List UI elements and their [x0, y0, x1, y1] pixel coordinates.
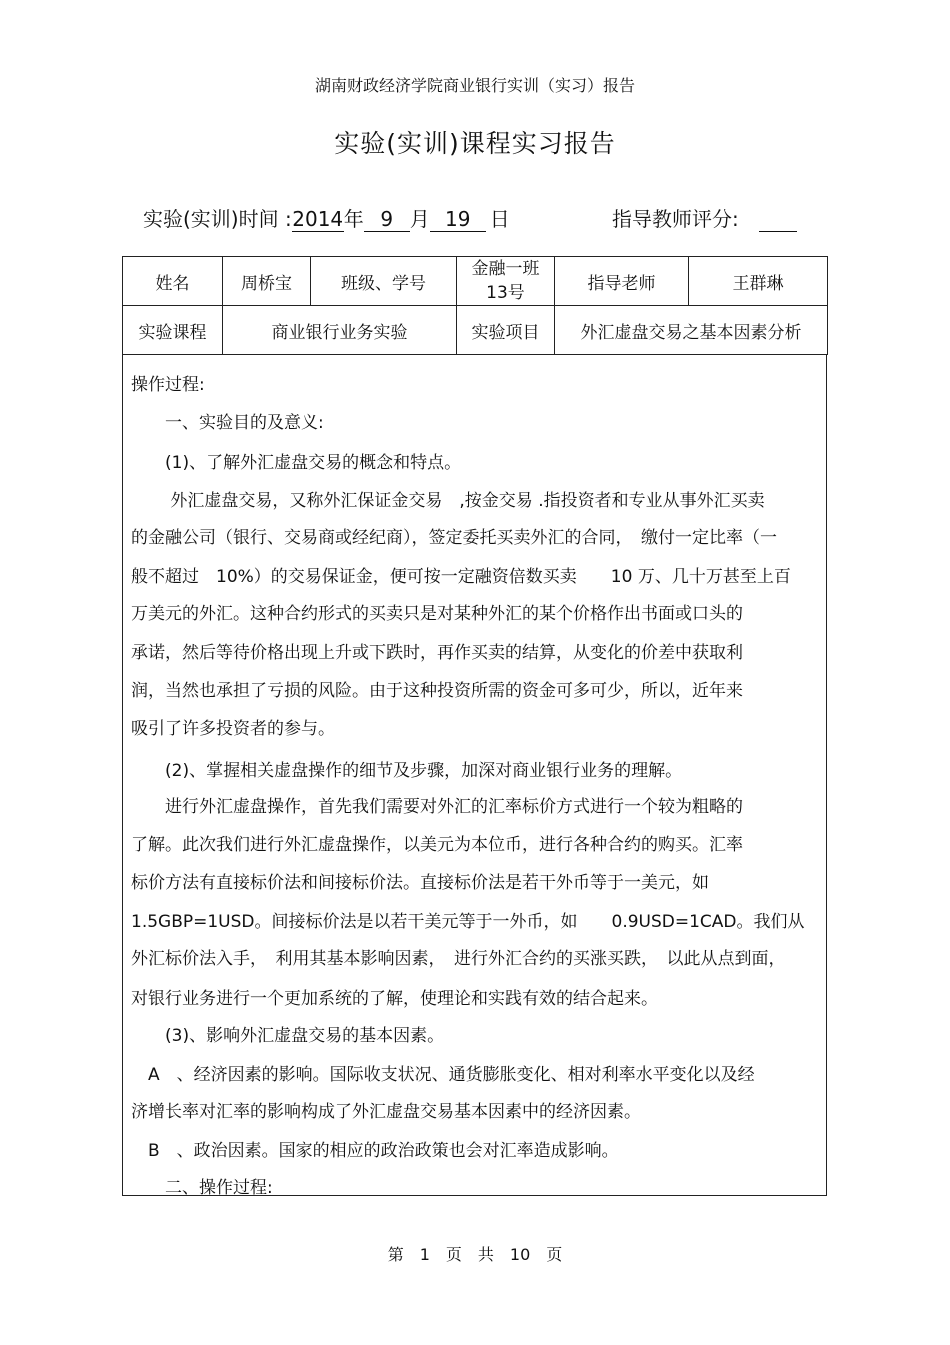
date-month-unit: 月	[409, 207, 430, 231]
body-line: 一、实验目的及意义:	[131, 413, 324, 433]
class-line-2: 13号	[486, 283, 525, 303]
teacher-label: 指导老师	[555, 257, 689, 306]
date-year: 2014	[292, 207, 344, 231]
body-line: 承诺，然后等待价格出现上升或下跌时，再作买卖的结算，从变化的价差中获取利	[131, 643, 743, 663]
info-row-2	[123, 306, 828, 355]
date-year-unit: 年	[343, 207, 364, 231]
body-line: 操作过程:	[131, 375, 205, 395]
body-line: 了解。此次我们进行外汇虚盘操作，以美元为本位币，进行各种合约的购买。汇率	[131, 835, 743, 855]
body-line: 标价方法有直接标价法和间接标价法。直接标价法是若干外币等于一美元，如	[131, 873, 709, 893]
body-line: (1)、了解外汇虚盘交易的概念和特点。	[131, 453, 462, 473]
body-line: 吸引了许多投资者的参与。	[131, 719, 335, 739]
name-value: 周桥宝	[223, 257, 311, 306]
body-line: 济增长率对汇率的影响构成了外汇虚盘交易基本因素中的经济因素。	[131, 1102, 641, 1122]
name-label: 姓名	[123, 257, 223, 306]
date-label: 实验(实训)时间 :	[143, 207, 292, 231]
body-line: 1.5GBP=1USD。间接标价法是以若干美元等于一外币，如 0.9USD=1CAD。我们从	[131, 912, 805, 932]
date-day: 19	[430, 207, 486, 232]
grade-blank	[759, 211, 797, 232]
body-line: 进行外汇虚盘操作，首先我们需要对外汇的汇率标价方式进行一个较为粗略的	[131, 797, 743, 817]
page-header: 湖南财政经济学院商业银行实训（实习）报告	[314, 76, 635, 95]
info-table	[122, 256, 828, 355]
body-line: 般不超过 10%）的交易保证金，便可按一定融资倍数买卖 10 万、几十万甚至上百	[131, 567, 791, 587]
body-line: B 、政治因素。国家的相应的政治政策也会对汇率造成影响。	[131, 1141, 619, 1161]
class-value	[457, 257, 555, 306]
body-line: (3)、影响外汇虚盘交易的基本因素。	[131, 1026, 445, 1046]
body-line: 外汇虚盘交易，又称外汇保证金交易 ,按金交易 .指投资者和专业从事外汇买卖	[131, 491, 765, 511]
body-line: 外汇标价法入手， 利用其基本影响因素， 进行外汇合约的买涨买跌， 以此从点到面，	[131, 949, 786, 969]
content-box	[122, 355, 827, 1196]
body-line: 对银行业务进行一个更加系统的了解，使理论和实践有效的结合起来。	[131, 989, 658, 1009]
teacher-value: 王群琳	[689, 257, 828, 306]
course-value: 商业银行业务实验	[223, 306, 457, 355]
teacher-grade	[612, 203, 797, 232]
info-row-1	[123, 257, 828, 306]
body-line: 的金融公司（银行、交易商或经纪商），签定委托买卖外汇的合同， 缴付一定比率（一	[131, 528, 777, 548]
body-line: (2)、掌握相关虚盘操作的细节及步骤，加深对商业银行业务的理解。	[131, 761, 683, 781]
date-day-unit: 日	[489, 207, 510, 231]
date-line	[143, 203, 510, 232]
course-label: 实验课程	[123, 306, 223, 355]
body-line: 润，当然也承担了亏损的风险。由于这种投资所需的资金可多可少，所以，近年来	[131, 681, 743, 701]
report-title: 实验(实训)课程实习报告	[334, 129, 616, 158]
grade-label: 指导教师评分:	[612, 207, 739, 231]
class-line-1: 金融一班	[471, 259, 540, 279]
body-line: A 、经济因素的影响。国际收支状况、通货膨胀变化、相对利率水平变化以及经	[131, 1065, 755, 1085]
page-footer: 第 1 页 共 10 页	[387, 1245, 563, 1264]
date-month: 9	[364, 207, 410, 232]
class-label: 班级、学号	[311, 257, 457, 306]
project-value: 外汇虚盘交易之基本因素分析	[555, 306, 828, 355]
body-line: 万美元的外汇。这种合约形式的买卖只是对某种外汇的某个价格作出书面或口头的	[131, 604, 743, 624]
body-line: 二、操作过程:	[131, 1178, 273, 1198]
project-label: 实验项目	[457, 306, 555, 355]
